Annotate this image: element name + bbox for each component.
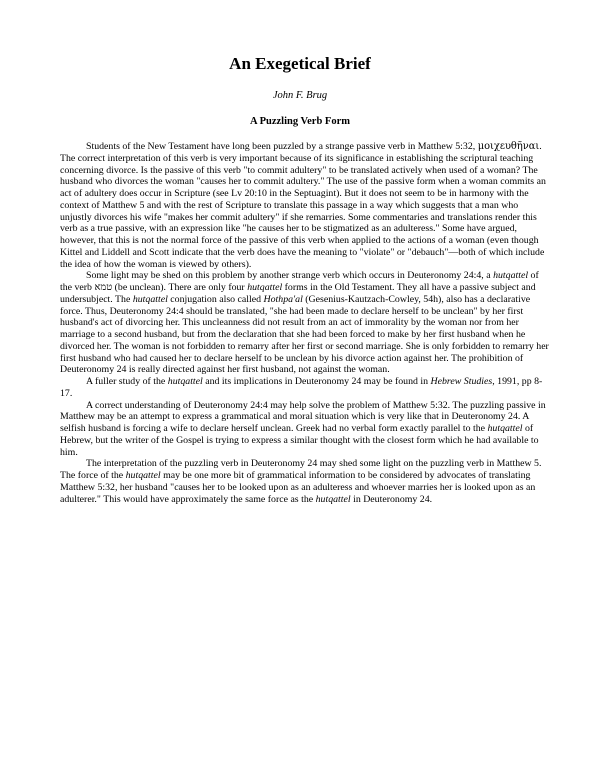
p2-text-c: (be unclean). There are only four <box>114 282 245 293</box>
p4-text-b: of Hebrew, but the writer of the Gospel is trying to express a similar thought with the closest form which he had available to him. <box>60 423 539 458</box>
p4-term-hutqattel: hutqattel <box>487 423 523 434</box>
p3-term-hutqattel: hutqattel <box>167 376 203 387</box>
p2-term-hutqattel-1: hutqattel <box>493 270 529 282</box>
p3-text-b: and its implications in Deuteronomy 24 may be found in <box>205 376 429 387</box>
p2-term-hutqattel-3: hutqattel <box>132 293 168 305</box>
author-name: John F. Brug <box>272 90 328 101</box>
paragraph-1 <box>60 141 550 270</box>
p3-text-a: A fuller study of the <box>86 376 166 387</box>
p5-text-b: may be one more bit of grammatical information to be considered by advocates of translating Matthew 5:32, her husband "causes her to be looked upon as an adulteress and whoever marries her is looked upon as an adulterer." This would have approximately the same force as the <box>60 470 536 505</box>
p5-text-a: The interpretation of the puzzling verb in Deuteronomy 24 may shed some light on the puzzling verb in Matthew 5. The force of the <box>60 458 542 481</box>
p2-text-d: forms in the Old Testament. They all have a passive subject and undersubject. The <box>60 282 536 305</box>
page-title: An Exegetical Brief <box>229 54 371 73</box>
greek-verb: μοιχευθῆναι <box>477 141 540 152</box>
article-body <box>60 141 550 505</box>
p1-text-a: Students of the New Testament have long been puzzled by a strange passive verb in Matthew 5:32, <box>86 141 476 152</box>
p2-text-e: conjugation also called <box>170 293 262 305</box>
paragraph-5 <box>60 458 550 505</box>
p5-term-hutqattel-2: hutqattel <box>315 493 351 505</box>
p4-text-a: A correct understanding of Deuteronomy 24:4 may help solve the problem of Matthew 5:32. The puzzling passive in Matthew may be an attempt to express a grammatical and moral situation which is very like that in Deuteronomy 24. A selfish husband is forcing a wife to declare herself unclean. Greek had no verbal form exactly parallel to the <box>60 399 546 434</box>
paragraph-4 <box>60 400 550 459</box>
p3-journal-title: Hebrew Studies <box>430 376 493 387</box>
paragraph-3 <box>60 376 550 400</box>
p2-text-b: of the verb <box>60 270 539 293</box>
paragraph-2 <box>60 270 550 376</box>
p5-term-hutqattel-1: hutqattel <box>125 470 161 481</box>
p2-text-a: Some light may be shed on this problem by another strange verb which occurs in Deuteronomy 24:4, a <box>86 270 491 282</box>
p5-text-c: in Deuteronomy 24. <box>353 493 433 505</box>
p2-term-hutqattel-2: hutqattel <box>247 282 283 293</box>
hebrew-verb: טמא <box>94 282 113 293</box>
p2-term-hothpaal: Hothpa'al <box>263 293 303 305</box>
p2-text-f: (Gesenius-Kautzach-Cowley, 54h), also has a declarative force. Thus, Deuteronomy 24:4 should be translated, "she had been made to declare herself to be unclean" by her first husband's act of divorcing her. This uncleanness did not result from an act of immorality by the woman nor from her marriage to a second husband, but from the declaration that she had been forced to make by her first husband when he divorced her. The woman is not forbidden to remarry after her first or second marriage. She is only forbidden to remarry her first husband who had caused her to declare herself to be unclean by his divorce action against her. The prohibition of Deuteronomy 24 is really directed against her first husband, not against the woman. <box>60 293 549 376</box>
section-subtitle: A Puzzling Verb Form <box>249 116 351 127</box>
p1-text-b: . The correct interpretation of this verb is very important because of its significance in establishing the scriptural teaching concerning divorce. Is the passive of this verb "to commit adultery" to be translated actively when used of a woman? The husband who divorces the woman "causes her to commit adultery." The use of the passive form when a woman commits an act of adultery does occur in Scripture (see Lv 20:10 in the Septuagint). But it does not seem to be in harmony with the context of Matthew 5 and with the rest of Scripture to translate this passage in a way which suggests that a man who unjustly divorces his wife "makes her commit adultery" if she remarries. Some commentaries and translations render this verb as a true passive, with an expression like "he causes her to be stigmatized as an adulteress." Some have argued, however, that this is not the normal force of the passive of this verb when applied to the actions of a woman (even though Kittel and Liddell and Scott indicate that the verb does have the meaning to "violate" or "debauch"—both of which include the idea of how the woman is viewed by others). <box>60 141 546 270</box>
p3-text-c: , 1991, pp 8-17. <box>60 376 543 399</box>
